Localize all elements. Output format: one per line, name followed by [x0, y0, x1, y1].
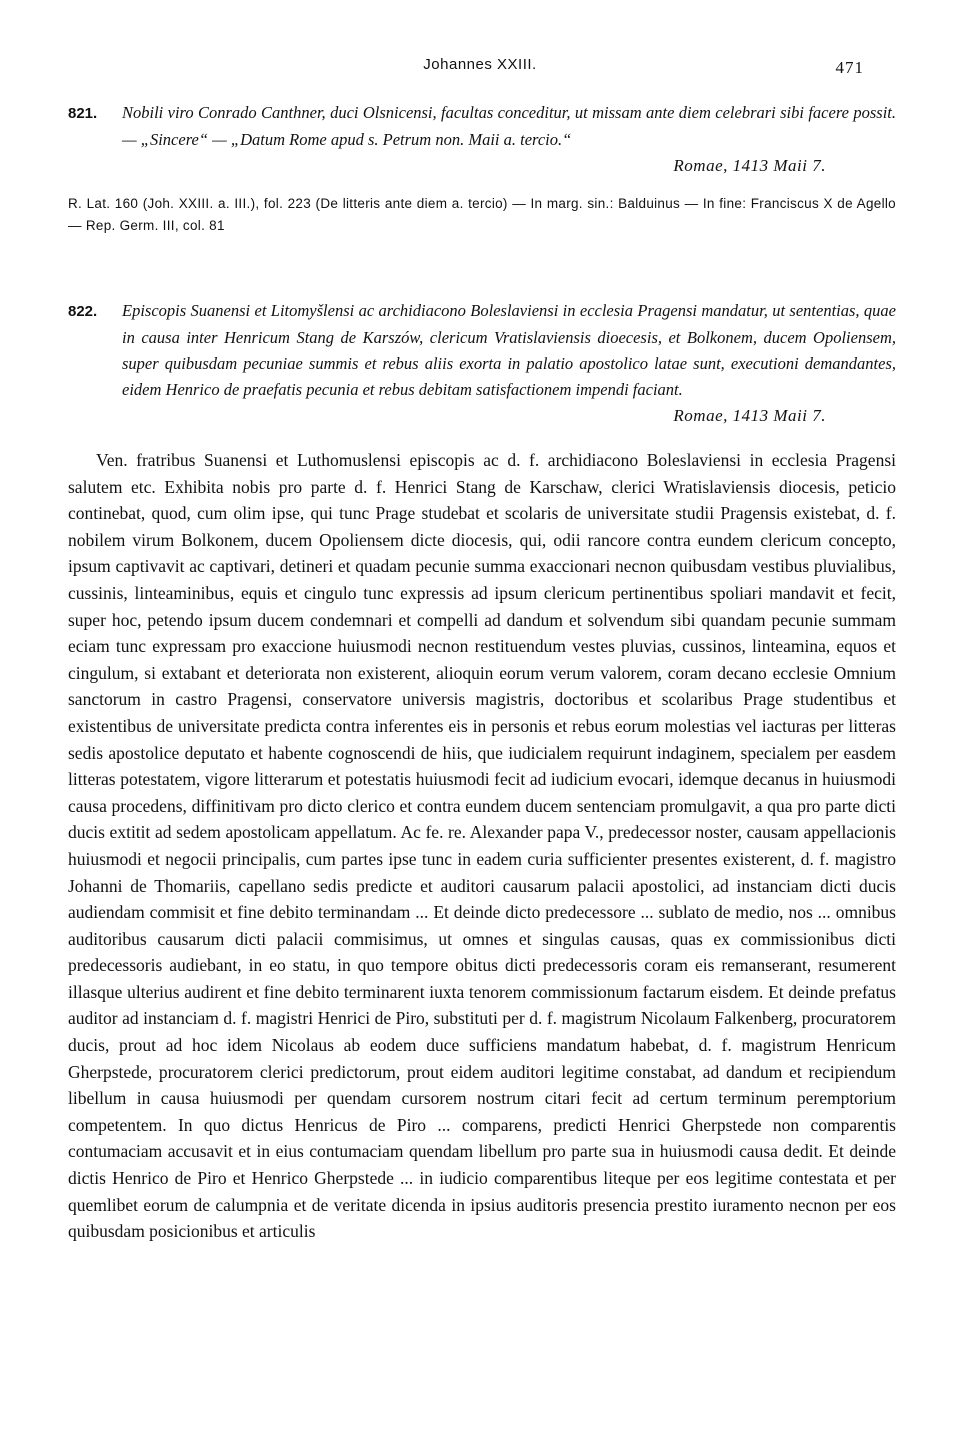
- entry-regest-text: Episcopis Suanensi et Litomyšlensi ac archidiacono Boleslaviensi in ecclesia Pragensi mandatur, ut sententias, quae in causa inter Henricum Stang de Karszów, clericum Vratislaviensis dioecesis, et Bolkonem, ducem Opoliensem, super quibusdam pecuniae summis et rebus aliis exorta in palatio apostolico latae sunt, executioni demandantes, eidem Henrico de praefatis pecunia et rebus debitam satisfactionem impendi faciant.: [122, 301, 896, 399]
- entry-body-text: Ven. fratribus Suanensi et Luthomuslensi episcopis ac d. f. archidiacono Boleslaviensi in ecclesia Pragensi salutem etc. Exhibita nobis pro parte d. f. Henrici Stang de Karschaw, clerici Wratislaviensis diocesis, peticio continebat, quod, cum olim ipse, qui tunc Prage studebat et scolaris de universitate studii Pragensis existebat, d. f. nobilem virum Bolkonem, ducem Opoliensem dicte diocesis, qui, odii rancore contra eundem clericum concepto, ipsum captivavit ac captivari, detineri et quadam pecunie summa exaccionari necnon quibusdam vestibus pluvialibus, cussinis, linteaminibus, equis et cingulo tunc expressis ad ipsum clericum pertinentibus spoliari mandavit et fecit, super hoc, petendo ipsum ducem condemnari et compelli ad dandum et solvendum sibi quandam pecunie summam eciam tunc expressam pro exaccione huiusmodi necnon restituendum vestes pluvias, cussinos, linteamina, equos et cingulum, si extabant et deteriorata non existerent, alioquin eorum verum valorem, coram decano ecclesie Omnium sanctorum in castro Pragensi, conservatore universis magistris, doctoribus et scolaribus Prage studentibus et existentibus de universitate predicta contra inferentes eis in personis et rebus eorum molestias vel iacturas per litteras sedis apostolice deputato et habente cognoscendi de hiis, que iudicialem requirunt indaginem, specialem per easdem litteras potestatem, vigore litterarum et potestatis huiusmodi fecit ad iudicium evocari, idemque decanus in huiusmodi causa procedens, diffinitivam pro dicto clerico et contra eundem ducem sentenciam promulgavit, a qua pro parte dicti ducis extitit ad sedem apostolicam appellatum. Ac fe. re. Alexander papa V., predecessor noster, causam appellacionis huiusmodi et negocii principalis, cum partes ipse tunc in eadem curia sufficienter presentes existerent, d. f. magistro Johanni de Thomariis, capellano sedis predicte et auditori causarum palacii apostolici, ad instanciam dicti ducis audiendam commisit et fine debito terminandam ... Et deinde dicto predecessore ... sublato de medio, nos ... omnibus auditoribus causarum dicti palacii commisimus, ut omnes et singulas causas, quas ex commissionibus dicti predecessoris audiebant, in eo statu, in quo tempore obitus dicti predecessoris coram eis remanserant, resumerent illasque ulterius audirent et fine debito terminarent iuxta tenorem commissionum factarum eisdem. Et deinde prefatus auditor ad instanciam d. f. magistri Henrici de Piro, substituti per d. f. magistrum Nicolaum Falkenberg, procuratorem ducis, prout ad hoc idem Nicolaus ab eodem duce sufficiens mandatum habebat, d. f. magistrum Henricum Gherpstede, procuratorem clerici predictorum, prout eidem auditori legitime constabat, ad dandum et recipiendum libellum in causa huiusmodi per quendam cursorem nostrum citari fecit ad certum terminum peremptorium competentem. In quo dictus Henricus de Piro ... comparens, predicti Henrici Gherpstede non comparentis contumaciam accusavit et in eius contumaciam quendam libellum pro parte sua in huiusmodi causa dedit. Et deinde dictis Henrico de Piro et Henrico Gherpstede ... in iudicio comparentibus liteque per eos legitime contestata et per quemlibet eorum de calumpnia et de veritate dicenda in ipsius auditoris presencia prestito iuramento necnon per eos quibusdam posicionibus et articulis: [68, 450, 896, 1242]
- entry-dateline: Romae, 1413 Maii 7.: [673, 156, 826, 175]
- page-number: 471: [835, 58, 864, 77]
- entry-regest: [68, 298, 896, 403]
- entry-source-note: R. Lat. 160 (Joh. XXIII. a. III.), fol. 223 (De litteris ante diem a. tercio) — In marg. sin.: Balduinus — In fine: Franciscus X de Agello — Rep. Germ. III, col. 81: [68, 196, 896, 233]
- entry-dateline: Romae, 1413 Maii 7.: [673, 406, 826, 425]
- entry-number: 822.: [68, 303, 98, 320]
- entry-821: [68, 100, 896, 237]
- entry-number: 821.: [68, 105, 98, 122]
- entry-822: [68, 298, 896, 1245]
- entry-regest: [68, 100, 896, 153]
- running-head: [0, 56, 960, 82]
- running-title: Johannes XXIII.: [423, 56, 537, 73]
- entry-regest-text: Nobili viro Conrado Canthner, duci Olsnicensi, facultas conceditur, ut missam ante diem celebrari sibi facere possit. — „Sincere“ — „Datum Rome apud s. Petrum non. Maii a. tercio.“: [122, 103, 896, 149]
